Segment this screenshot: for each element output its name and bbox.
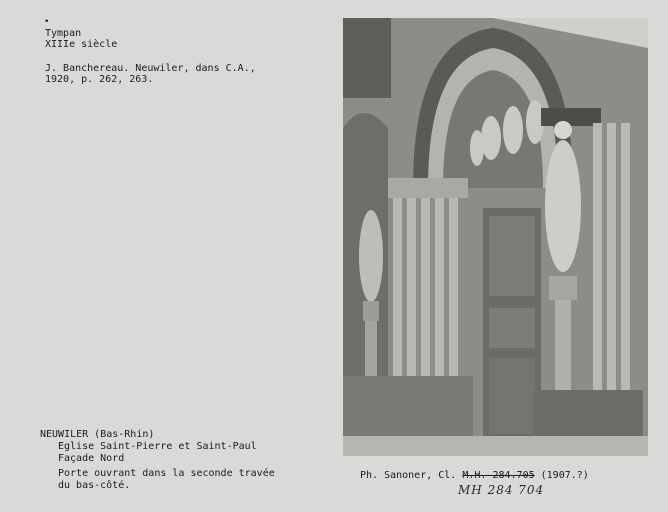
location-place: NEUWILER (Bas-Rhin) bbox=[40, 429, 155, 440]
photo-year: (1907.?) bbox=[540, 470, 589, 481]
bibliography-line-2: 1920, p. 262, 263. bbox=[45, 74, 154, 85]
photo-drawing bbox=[343, 18, 648, 456]
photo-credit bbox=[360, 470, 589, 482]
old-inventory-number: M.H. 284.705 bbox=[462, 470, 535, 481]
handwritten-inventory-number: MH 284 704 bbox=[458, 483, 545, 497]
record-title: Tympan bbox=[45, 28, 82, 39]
location-facade: Façade Nord bbox=[58, 453, 125, 464]
record-century: XIIIe siècle bbox=[45, 39, 118, 50]
bibliography-line-1: J. Banchereau. Neuwiler, dans C.A., bbox=[45, 63, 256, 74]
portal-photograph bbox=[343, 18, 648, 456]
corner-mark: • bbox=[44, 17, 50, 27]
caption-line-2: du bas-côté. bbox=[58, 480, 131, 491]
location-church: Eglise Saint-Pierre et Saint-Paul bbox=[58, 441, 257, 452]
caption-line-1: Porte ouvrant dans la seconde travée bbox=[58, 468, 275, 479]
photographer: Ph. Sanoner, Cl. bbox=[360, 470, 457, 481]
